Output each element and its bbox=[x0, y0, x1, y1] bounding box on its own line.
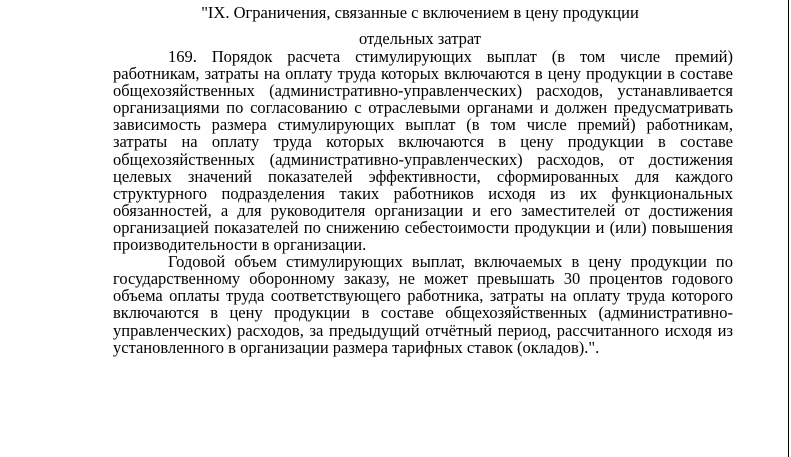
section-heading: "IX. Ограничения, связанные с включением в цену продукции bbox=[201, 3, 639, 22]
document-body bbox=[113, 48, 733, 356]
paragraph-annual-bonus-limit: Годовой объем стимулирующих выплат, включаемых в цену продукции по государственному оборонному заказу, не может превышать 30 процентов годового объема оплаты труда соответствующего работника, затраты на оплату труда которого включаются в цену продукции в составе общехозяйственных (административно-управленческих) расходов, за предыдущий отчётный период, рассчитанного исходя из установленного в организации размера тарифных ставок (окладов).". bbox=[113, 252, 733, 357]
page-edge-divider bbox=[788, 0, 789, 457]
paragraph-169: 169. Порядок расчета стимулирующих выплат (в том числе премий) работникам, затраты на оплату труда которых включаются в цену продукции в составе общехозяйственных (административно-управленческих) расходов, устанавливается организациями по согласованию с отраслевыми органами и должен предусматривать зависимость размера стимулирующих выплат (в том числе премий) работникам, затраты на оплату труда которых включаются в цену продукции в составе общехозяйственных (административно-управленческих) расходов, от достижения целевых значений показателей эффективности, сформированных для каждого структурного подразделения таких работников исходя из их функциональных обязанностей, а для руководителя организации и его заместителей от достижения организацией показателей по снижению себестоимости продукции и (или) повышения производительности в организации. bbox=[113, 47, 733, 255]
section-heading-continuation: отдельных затрат bbox=[359, 29, 481, 48]
